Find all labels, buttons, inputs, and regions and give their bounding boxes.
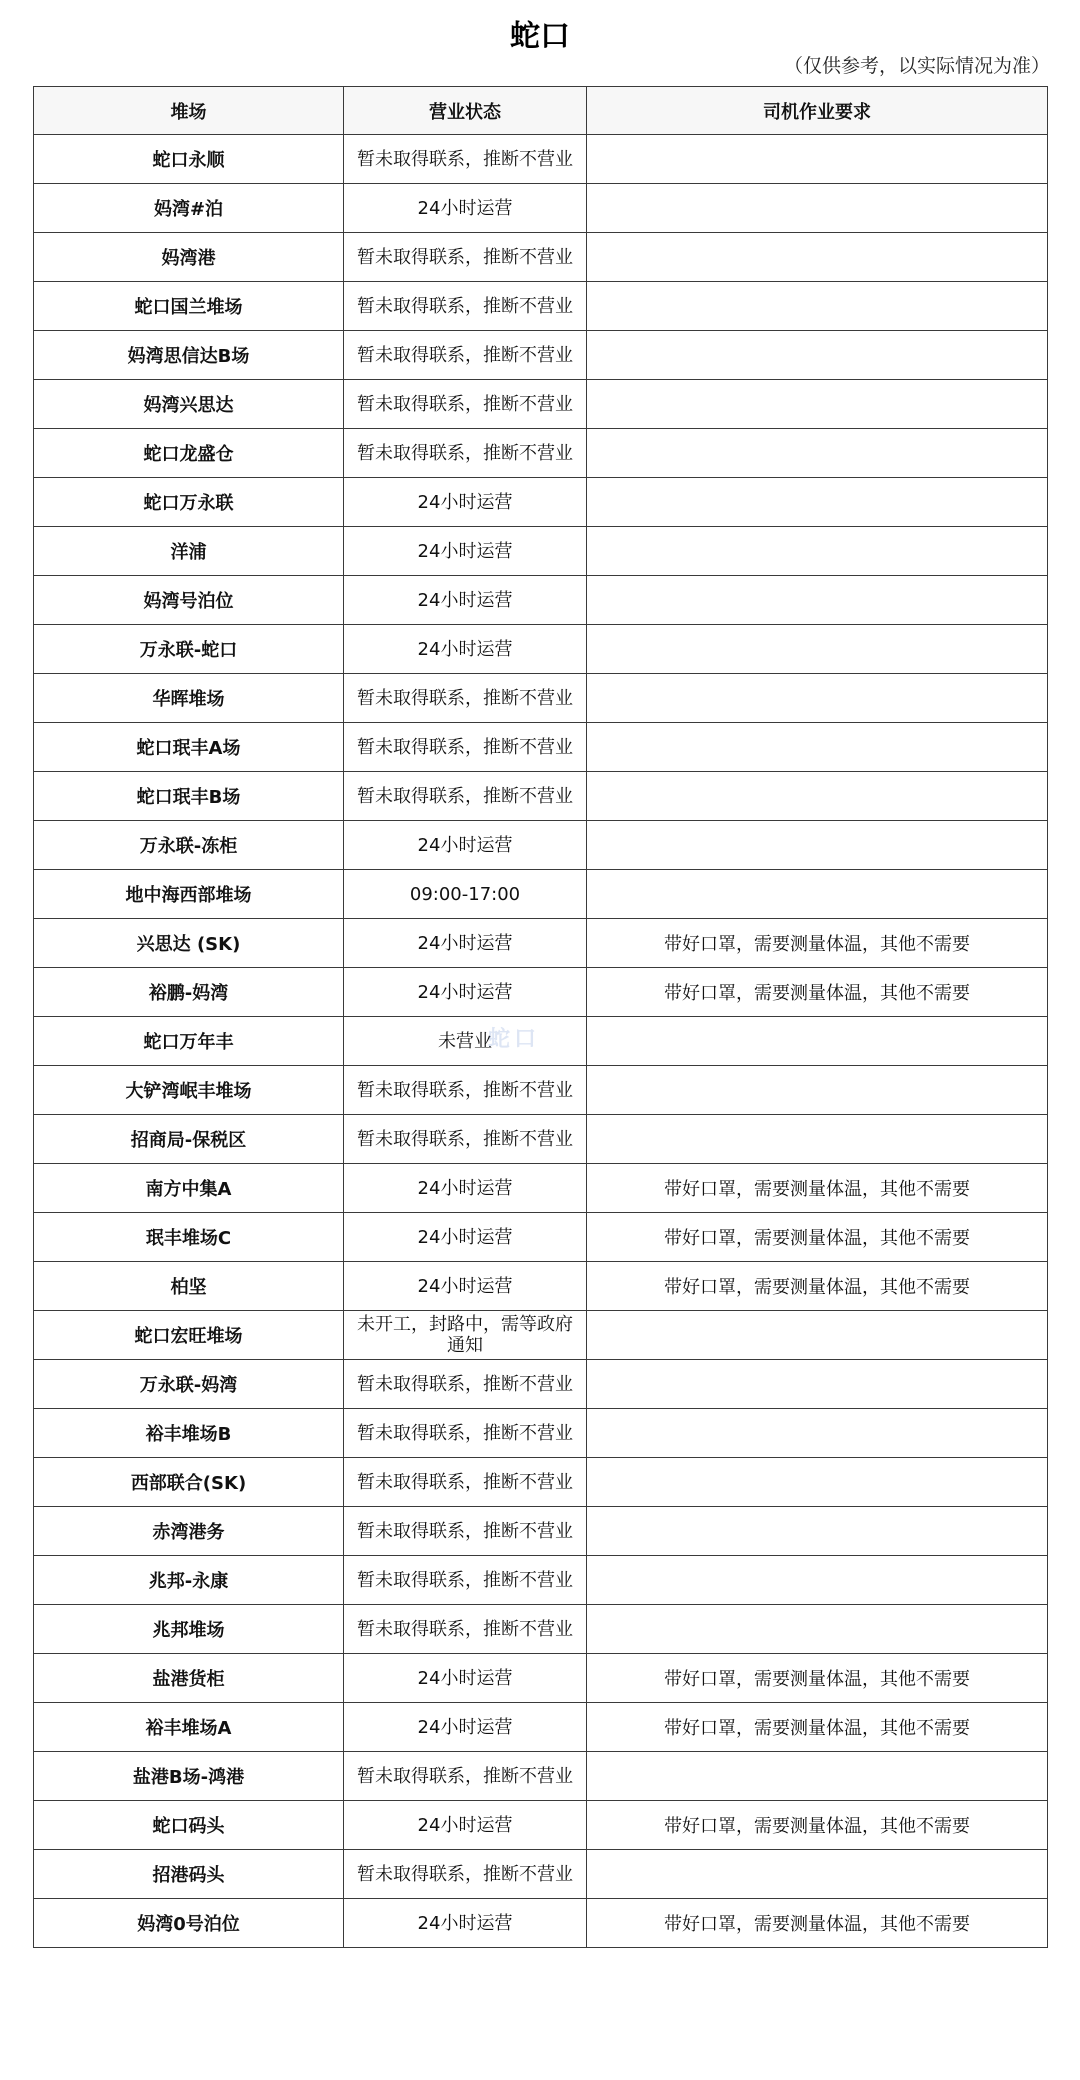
requirement-cell [587,478,1048,527]
requirement-cell [587,870,1048,919]
status-cell: 暂未取得联系，推断不营业 [344,1409,587,1458]
status-cell: 24小时运营 [344,1801,587,1850]
status-cell: 24小时运营 [344,1262,587,1311]
yard-name-cell: 兴思达 (SK) [34,919,344,968]
requirement-cell [587,821,1048,870]
table-row [34,625,1048,674]
yard-name-cell: 珉丰堆场C [34,1213,344,1262]
status-cell: 暂未取得联系，推断不营业 [344,674,587,723]
status-cell: 24小时运营 [344,821,587,870]
status-cell: 暂未取得联系，推断不营业 [344,1066,587,1115]
yard-name-cell: 大铲湾岷丰堆场 [34,1066,344,1115]
status-cell: 24小时运营 [344,625,587,674]
requirement-cell [587,1850,1048,1899]
table-row [34,1262,1048,1311]
table-row [34,1213,1048,1262]
yard-name-cell: 兆邦-永康 [34,1556,344,1605]
requirement-cell: 带好口罩，需要测量体温，其他不需要 [587,1801,1048,1850]
yard-name-cell: 柏坚 [34,1262,344,1311]
requirement-cell [587,1605,1048,1654]
yard-name-cell: 蛇口码头 [34,1801,344,1850]
yard-name-cell: 妈湾兴思达 [34,380,344,429]
table-row [34,282,1048,331]
requirement-cell [587,1458,1048,1507]
requirement-cell [587,1311,1048,1360]
yard-name-cell: 盐港货柜 [34,1654,344,1703]
table-row [34,1850,1048,1899]
yard-name-cell: 招港码头 [34,1850,344,1899]
status-cell: 24小时运营 [344,1213,587,1262]
yard-name-cell: 盐港B场-鸿港 [34,1752,344,1801]
status-cell: 暂未取得联系，推断不营业 [344,233,587,282]
table-row [34,1311,1048,1360]
status-cell: 暂未取得联系，推断不营业 [344,331,587,380]
status-cell: 暂未取得联系，推断不营业 [344,1605,587,1654]
requirement-cell [587,576,1048,625]
table-row [34,1066,1048,1115]
table-row [34,576,1048,625]
table-body [34,135,1048,1948]
requirement-cell [587,331,1048,380]
status-cell: 未开工，封路中，需等政府通知 [344,1311,587,1360]
yard-name-cell: 蛇口宏旺堆场 [34,1311,344,1360]
requirement-cell: 带好口罩，需要测量体温，其他不需要 [587,1213,1048,1262]
status-cell: 24小时运营 [344,478,587,527]
requirement-cell [587,1752,1048,1801]
requirement-cell [587,1507,1048,1556]
status-cell: 24小时运营 [344,576,587,625]
status-cell: 暂未取得联系，推断不营业 [344,429,587,478]
table-row [34,1017,1048,1066]
table-row [34,478,1048,527]
yard-name-cell: 洋浦 [34,527,344,576]
status-cell: 暂未取得联系，推断不营业 [344,282,587,331]
requirement-cell [587,1066,1048,1115]
status-cell: 暂未取得联系，推断不营业 [344,1360,587,1409]
yard-name-cell: 妈湾号泊位 [34,576,344,625]
requirement-cell: 带好口罩，需要测量体温，其他不需要 [587,1164,1048,1213]
status-cell: 24小时运营 [344,527,587,576]
status-cell: 未营业 [344,1017,587,1066]
requirement-cell [587,380,1048,429]
status-cell: 暂未取得联系，推断不营业 [344,772,587,821]
yard-name-cell: 蛇口龙盛仓 [34,429,344,478]
yard-name-cell: 妈湾0号泊位 [34,1899,344,1948]
requirement-cell: 带好口罩，需要测量体温，其他不需要 [587,968,1048,1017]
table-row [34,135,1048,184]
yard-name-cell: 裕丰堆场B [34,1409,344,1458]
table-row [34,1752,1048,1801]
page-title: 蛇口 [510,19,570,54]
table-row [34,380,1048,429]
requirement-cell [587,772,1048,821]
watermark: 蛇口 [488,1027,541,1052]
table-row [34,1556,1048,1605]
table-row [34,1654,1048,1703]
table-row [34,184,1048,233]
requirement-cell [587,723,1048,772]
yard-name-cell: 华晖堆场 [34,674,344,723]
requirement-cell [587,429,1048,478]
table-row [34,1458,1048,1507]
yard-status-table [33,86,1048,1948]
table-row [34,527,1048,576]
status-cell: 24小时运营 [344,1899,587,1948]
yard-name-cell: 万永联-蛇口 [34,625,344,674]
requirement-cell: 带好口罩，需要测量体温，其他不需要 [587,1899,1048,1948]
table-row [34,674,1048,723]
status-cell: 暂未取得联系，推断不营业 [344,1556,587,1605]
table-row [34,821,1048,870]
yard-name-cell: 妈湾思信达B场 [34,331,344,380]
yard-name-cell: 兆邦堆场 [34,1605,344,1654]
table-row [34,1899,1048,1948]
table-row [34,1409,1048,1458]
requirement-cell [587,282,1048,331]
requirement-cell [587,527,1048,576]
yard-name-cell: 万永联-妈湾 [34,1360,344,1409]
yard-name-cell: 妈湾港 [34,233,344,282]
table-row [34,968,1048,1017]
table-row [34,772,1048,821]
yard-name-cell: 裕丰堆场A [34,1703,344,1752]
requirement-cell [587,625,1048,674]
requirement-cell [587,1556,1048,1605]
disclaimer-note: （仅供参考，以实际情况为准） [783,55,1050,77]
requirement-cell [587,1017,1048,1066]
yard-name-cell: 南方中集A [34,1164,344,1213]
status-cell: 暂未取得联系，推断不营业 [344,1458,587,1507]
status-cell: 暂未取得联系，推断不营业 [344,1850,587,1899]
yard-name-cell: 万永联-冻柜 [34,821,344,870]
status-cell: 24小时运营 [344,1654,587,1703]
table-row [34,1605,1048,1654]
status-cell: 24小时运营 [344,919,587,968]
table-row [34,870,1048,919]
yard-name-cell: 西部联合(SK) [34,1458,344,1507]
yard-name-cell: 妈湾#泊 [34,184,344,233]
yard-name-cell: 地中海西部堆场 [34,870,344,919]
requirement-cell [587,1115,1048,1164]
yard-name-cell: 蛇口珉丰B场 [34,772,344,821]
yard-name-cell: 蛇口万年丰 [34,1017,344,1066]
yard-name-cell: 赤湾港务 [34,1507,344,1556]
table-row [34,919,1048,968]
table-row [34,429,1048,478]
table-row [34,1703,1048,1752]
status-cell: 暂未取得联系，推断不营业 [344,723,587,772]
requirement-cell [587,1409,1048,1458]
header-yard: 堆场 [34,87,344,135]
yard-name-cell: 裕鹏-妈湾 [34,968,344,1017]
table-row [34,1164,1048,1213]
status-cell: 暂未取得联系，推断不营业 [344,1115,587,1164]
requirement-cell [587,233,1048,282]
status-cell: 暂未取得联系，推断不营业 [344,135,587,184]
table-row [34,1801,1048,1850]
table-row [34,723,1048,772]
yard-name-cell: 蛇口珉丰A场 [34,723,344,772]
requirement-cell [587,135,1048,184]
table-header [34,87,1048,135]
yard-name-cell: 招商局-保税区 [34,1115,344,1164]
table-row [34,1360,1048,1409]
status-cell: 暂未取得联系，推断不营业 [344,1507,587,1556]
requirement-cell [587,1360,1048,1409]
table-row [34,1115,1048,1164]
requirement-cell: 带好口罩，需要测量体温，其他不需要 [587,919,1048,968]
yard-name-cell: 蛇口永顺 [34,135,344,184]
requirement-cell: 带好口罩，需要测量体温，其他不需要 [587,1654,1048,1703]
header-status: 营业状态 [344,87,587,135]
status-cell: 09:00-17:00 [344,870,587,919]
table-row [34,1507,1048,1556]
header-row [34,87,1048,135]
header-requirement: 司机作业要求 [587,87,1048,135]
status-cell: 24小时运营 [344,968,587,1017]
table-row [34,233,1048,282]
status-cell: 24小时运营 [344,1703,587,1752]
yard-name-cell: 蛇口万永联 [34,478,344,527]
requirement-cell: 带好口罩，需要测量体温，其他不需要 [587,1262,1048,1311]
requirement-cell: 带好口罩，需要测量体温，其他不需要 [587,1703,1048,1752]
table-row [34,331,1048,380]
status-cell: 暂未取得联系，推断不营业 [344,380,587,429]
yard-name-cell: 蛇口国兰堆场 [34,282,344,331]
status-cell: 24小时运营 [344,1164,587,1213]
requirement-cell [587,184,1048,233]
status-cell: 24小时运营 [344,184,587,233]
requirement-cell [587,674,1048,723]
status-cell: 暂未取得联系，推断不营业 [344,1752,587,1801]
